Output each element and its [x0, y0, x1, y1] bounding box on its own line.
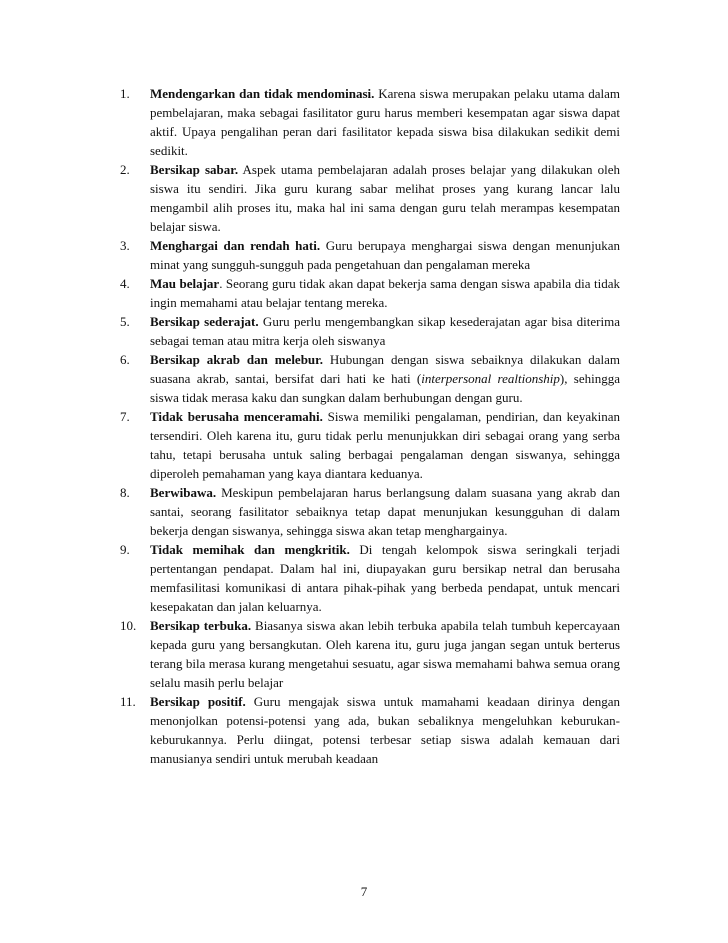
list-item [120, 540, 620, 616]
list-item-text: Siswa memiliki pengalaman, pendirian, dan keyakinan tersendiri. Oleh karena itu, guru tidak perlu menunjukkan diri sebagai orang yang serba tahu, tetapi berusaha untuk saling berbagai pengalaman dengan siswanya, sehingga diperoleh pemahaman yang kaya diantara keduanya. [150, 409, 620, 481]
list-item-text: Aspek utama pembelajaran adalah proses belajar yang dilakukan oleh siswa itu sendiri. Jika guru kurang sabar melihat proses yang kurang lancar lalu mengambil alih proses itu, maka hal ini sama dengan guru telah merampas kesempatan belajar siswa. [150, 162, 620, 234]
list-item [120, 407, 620, 483]
list-item-text: Karena siswa merupakan pelaku utama dalam pembelajaran, maka sebagai fasilitator guru harus memberi kesempatan agar siswa dapat aktif. Upaya pengalihan peran dari fasilitator kepada siswa bisa dilakukan sedikit demi sedikit. [150, 86, 620, 158]
list-item-heading: Menghargai dan rendah hati. [150, 238, 321, 253]
list-item [120, 692, 620, 768]
list-item-text: Guru mengajak siswa untuk mamahami keadaan dirinya dengan menonjolkan potensi-potensi yang ada, bukan sebaliknya mengeluhkan keburukan-keburukannya. Perlu diingat, potensi terbesar setiap siswa adalah kemauan dari manusianya sendiri untuk merubah keadaan [150, 694, 621, 766]
list-item [120, 160, 620, 236]
list-item-text: Guru berupaya menghargai siswa dengan menunjukan minat yang sungguh-sungguh pada pengetahuan dan pengalaman mereka [150, 238, 620, 272]
list-item-heading: Bersikap sabar. [150, 162, 239, 177]
list-item-number: 1. [120, 86, 130, 101]
list-item-number: 5. [120, 314, 130, 329]
list-item-heading: Mendengarkan dan tidak mendominasi. [150, 86, 375, 101]
list-item-number: 8. [120, 485, 130, 500]
list-item [120, 274, 620, 312]
list-item-number: 7. [120, 409, 130, 424]
list-item-number: 6. [120, 352, 130, 367]
list-item-number: 4. [120, 276, 130, 291]
list-item-number: 2. [120, 162, 130, 177]
list-item [120, 84, 620, 160]
list-item-heading: Bersikap sederajat. [150, 314, 259, 329]
list-item-text: . Seorang guru tidak akan dapat bekerja sama dengan siswa apabila dia tidak ingin memahami atau belajar tentang mereka. [150, 276, 620, 310]
list-item-text: Guru perlu mengembangkan sikap kesederajatan agar bisa diterima sebagai teman atau mitra kerja oleh siswanya [150, 314, 620, 348]
list-item-text: Di tengah kelompok siswa seringkali terjadi pertentangan pendapat. Dalam hal ini, diupayakan guru bersikap netral dan berusaha memfasilitasi komunikasi di antara pihak-pihak yang berbeda pendapat, untuk mencari kesepakatan dan jalan keluarnya. [150, 542, 620, 614]
list-item-heading: Tidak berusaha menceramahi. [150, 409, 323, 424]
list-item-text: Meskipun pembelajaran harus berlangsung dalam suasana yang akrab dan santai, seorang fasilitator sebaiknya tetap dapat menunjukan kesungguhan di dalam bekerja dengan siswanya, sehingga siswa akan tetap menghargainya. [150, 485, 620, 538]
list-item [120, 483, 620, 540]
list-item [120, 312, 620, 350]
list-item-heading: Bersikap terbuka. [150, 618, 252, 633]
list-item-heading: Bersikap positif. [150, 694, 246, 709]
list-item [120, 350, 620, 407]
list-item-number: 9. [120, 542, 130, 557]
list-item-text: Hubungan dengan siswa sebaiknya dilakukan dalam suasana akrab, santai, bersifat dari hati ke hati ( [150, 352, 620, 386]
list-item-heading: Mau belajar [150, 276, 220, 291]
list-item-number: 10. [120, 618, 137, 633]
numbered-list [120, 84, 620, 768]
page-number: 7 [360, 884, 368, 899]
list-item-number: 11. [120, 694, 136, 709]
list-item-text-continued: ), sehingga siswa tidak merasa kaku dan sungkan dalam berhubungan dengan guru. [150, 371, 621, 405]
list-item-heading: Bersikap akrab dan melebur. [150, 352, 323, 367]
list-item [120, 616, 620, 692]
list-item-heading: Tidak memihak dan mengkritik. [150, 542, 350, 557]
list-item-text: Biasanya siswa akan lebih terbuka apabila telah tumbuh kepercayaan kepada guru yang bersangkutan. Oleh karena itu, guru juga jangan segan untuk berterus terang bila merasa kurang mengetahui sesuatu, agar siswa memahami bahwa semua orang selalu masih perlu belajar [150, 618, 620, 690]
list-item-italic-term: interpersonal realtionship [421, 371, 560, 386]
list-item [120, 236, 620, 274]
list-item-heading: Berwibawa. [150, 485, 217, 500]
list-item-number: 3. [120, 238, 130, 253]
